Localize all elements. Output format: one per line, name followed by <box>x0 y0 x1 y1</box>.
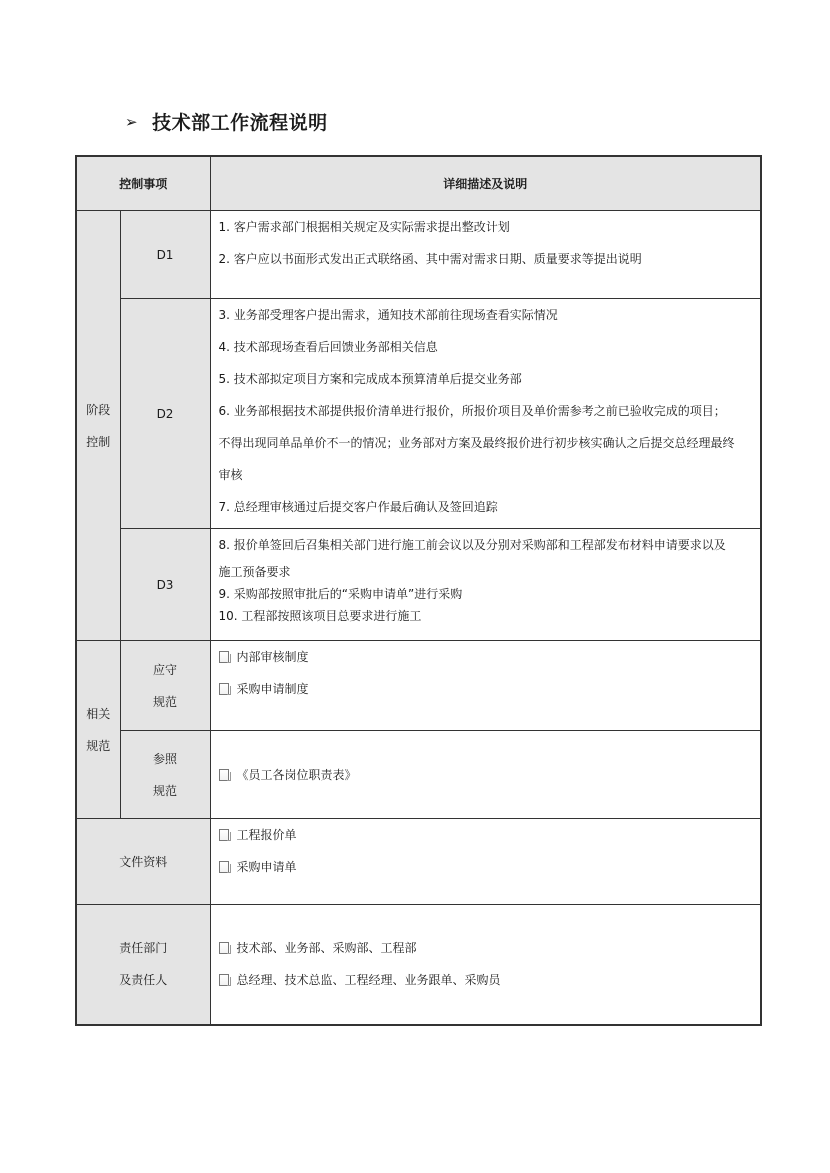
norms-mandatory-label-line-2: 规范 <box>153 694 178 709</box>
norms-row-reference <box>76 731 761 819</box>
desc-line: 3. 业务部受理客户提出需求，通知技术部前往现场查看实际情况 <box>218 308 558 322</box>
norms-group-label <box>76 641 120 819</box>
desc-line: 施工预备要求 <box>218 565 291 579</box>
stage-desc-d1 <box>210 211 761 299</box>
list-item-text: 采购申请制度 <box>236 682 309 696</box>
document-icon <box>219 829 229 841</box>
files-list <box>210 819 761 905</box>
document-icon <box>219 683 229 695</box>
list-item <box>219 759 753 791</box>
list-item <box>219 819 753 851</box>
list-item-text: 总经理、技术总监、工程经理、业务跟单、采购员 <box>236 973 501 988</box>
norms-mandatory-list <box>210 641 761 731</box>
desc-line: 不得出现同单品单价不一的情况；业务部对方案及最终报价进行初步核实确认之后提交总经理最终 <box>218 436 735 450</box>
files-row <box>76 819 761 905</box>
desc-line: 6. 业务部根据技术部提供报价清单进行报价，所报价项目及单价需参考之前已验收完成的项目； <box>218 404 726 418</box>
document-icon <box>219 769 229 781</box>
norms-row-mandatory <box>76 641 761 731</box>
norms-mandatory-label-line-1: 应守 <box>153 662 178 677</box>
norms-mandatory-label <box>120 641 210 731</box>
list-item <box>219 964 753 996</box>
desc-line: 2. 客户应以书面形式发出正式联络函、其中需对需求日期、质量要求等提出说明 <box>218 252 642 266</box>
list-item <box>219 932 753 964</box>
list-item-text: 技术部、业务部、采购部、工程部 <box>236 941 417 956</box>
stage-group-label-line-1: 阶段 <box>86 402 111 417</box>
desc-line: 5. 技术部拟定项目方案和完成成本预算清单后提交业务部 <box>218 372 522 386</box>
stage-row-d3 <box>76 529 761 641</box>
stage-control-group-label <box>76 211 120 641</box>
responsible-label-line-2: 及责任人 <box>119 973 168 988</box>
document-icon <box>219 861 229 873</box>
document-icon <box>219 651 229 663</box>
page-title-text: 技术部工作流程说明 <box>152 112 328 134</box>
stage-label-d2: D2 <box>120 299 210 529</box>
norms-reference-label <box>120 731 210 819</box>
document-icon <box>219 942 229 954</box>
list-item <box>219 641 753 673</box>
list-item-text: 工程报价单 <box>236 828 297 842</box>
stage-desc-d3 <box>210 529 761 641</box>
list-item-text: 采购申请单 <box>236 860 297 874</box>
document-icon <box>219 974 229 986</box>
desc-line: 8. 报价单签回后召集相关部门进行施工前会议以及分别对采购部和工程部发布材料申请要求以及 <box>218 538 726 552</box>
desc-line: 审核 <box>218 468 243 482</box>
workflow-table <box>75 155 762 1026</box>
norms-group-label-line-1: 相关 <box>86 706 111 721</box>
responsible-label <box>76 905 210 1025</box>
header-control-items: 控制事项 <box>76 156 210 211</box>
list-item <box>219 851 753 883</box>
desc-line: 9. 采购部按照审批后的“采购申请单”进行采购 <box>218 587 463 601</box>
header-detail-description: 详细描述及说明 <box>210 156 761 211</box>
norms-reference-label-line-1: 参照 <box>153 751 178 766</box>
desc-line: 1. 客户需求部门根据相关规定及实际需求提出整改计划 <box>218 220 510 234</box>
stage-group-label-line-2: 控制 <box>86 434 111 449</box>
norms-group-label-line-2: 规范 <box>86 738 111 753</box>
stage-row-d1 <box>76 211 761 299</box>
desc-line: 4. 技术部现场查看后回馈业务部相关信息 <box>218 340 438 354</box>
responsible-label-line-1: 责任部门 <box>119 941 168 956</box>
arrow-bullet-icon: ➢ <box>125 112 139 131</box>
responsible-row <box>76 905 761 1025</box>
stage-label-d3: D3 <box>120 529 210 641</box>
files-label: 文件资料 <box>76 819 210 905</box>
responsible-list <box>210 905 761 1025</box>
page-title <box>125 108 328 135</box>
table-header-row <box>76 156 761 211</box>
norms-reference-list <box>210 731 761 819</box>
stage-desc-d2 <box>210 299 761 529</box>
stage-row-d2 <box>76 299 761 529</box>
desc-line: 7. 总经理审核通过后提交客户作最后确认及签回追踪 <box>218 500 498 514</box>
list-item-text: 《员工各岗位职责表》 <box>236 767 357 782</box>
list-item <box>219 673 753 705</box>
desc-line: 10. 工程部按照该项目总要求进行施工 <box>218 609 422 623</box>
list-item-text: 内部审核制度 <box>236 650 309 664</box>
norms-reference-label-line-2: 规范 <box>153 783 178 798</box>
stage-label-d1: D1 <box>120 211 210 299</box>
